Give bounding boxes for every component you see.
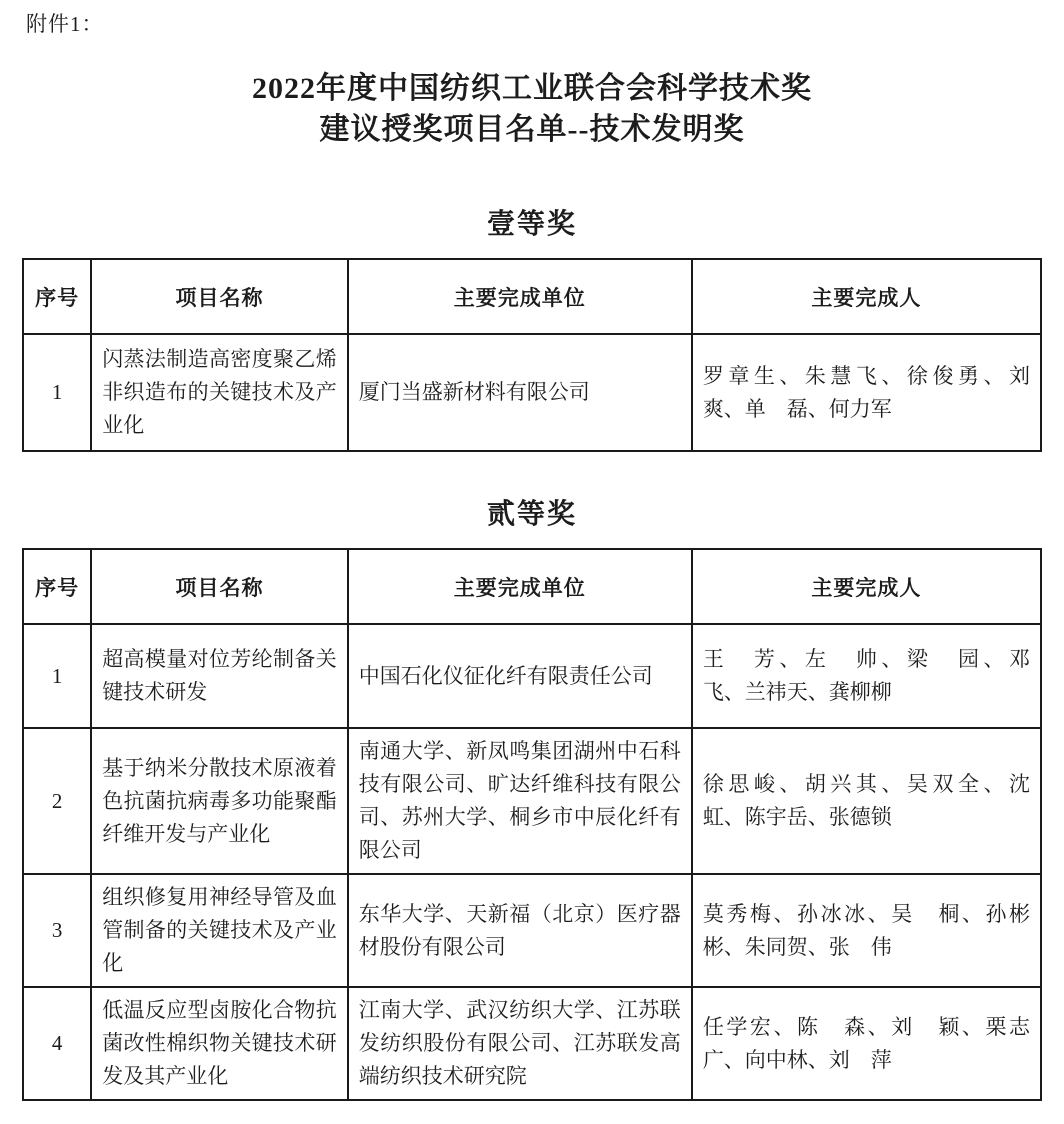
cell-serial: 2 <box>23 728 91 874</box>
table-header-row <box>23 259 1041 334</box>
cell-people: 王 芳、左 帅、梁 园、邓 飞、兰祎天、龚柳柳 <box>692 624 1041 728</box>
cell-people: 任学宏、陈 森、刘 颖、栗志广、向中林、刘 萍 <box>692 987 1041 1100</box>
cell-units: 江南大学、武汉纺织大学、江苏联发纺织股份有限公司、江苏联发高端纺织技术研究院 <box>348 987 692 1100</box>
cell-units: 中国石化仪征化纤有限责任公司 <box>348 624 692 728</box>
page-title-line2: 建议授奖项目名单--技术发明奖 <box>319 113 745 146</box>
cell-project: 闪蒸法制造高密度聚乙烯非织造布的关键技术及产业化 <box>91 334 348 451</box>
cell-units: 厦门当盛新材料有限公司 <box>348 334 692 451</box>
cell-serial: 1 <box>23 624 91 728</box>
cell-people: 莫秀梅、孙冰冰、吴 桐、孙彬彬、朱同贺、张 伟 <box>692 874 1041 987</box>
page-title <box>0 68 1064 150</box>
second-prize-table <box>22 548 1051 1101</box>
header-cell-people: 主要完成人 <box>692 259 1041 334</box>
cell-units: 南通大学、新凤鸣集团湖州中石科技有限公司、旷达纤维科技有限公司、苏州大学、桐乡市中辰化纤有限公司 <box>348 728 692 874</box>
header-cell-units: 主要完成单位 <box>348 549 692 624</box>
cell-serial: 3 <box>23 874 91 987</box>
header-cell-units: 主要完成单位 <box>348 259 692 334</box>
cell-serial: 4 <box>23 987 91 1100</box>
attachment-label: 附件1： <box>26 12 104 36</box>
cell-project: 超高模量对位芳纶制备关键技术研发 <box>91 624 348 728</box>
page-title-line1: 2022年度中国纺织工业联合会科学技术奖 <box>252 72 812 105</box>
first-prize-table <box>22 258 1051 452</box>
cell-units: 东华大学、天新福（北京）医疗器材股份有限公司 <box>348 874 692 987</box>
table-row <box>23 874 1041 987</box>
header-cell-people: 主要完成人 <box>692 549 1041 624</box>
section-heading-first-prize: 壹等奖 <box>486 209 577 240</box>
cell-people: 徐思峻、胡兴其、吴双全、沈 虹、陈宇岳、张德锁 <box>692 728 1041 874</box>
table-row <box>23 624 1041 728</box>
header-cell-project: 项目名称 <box>91 549 348 624</box>
cell-project: 基于纳米分散技术原液着色抗菌抗病毒多功能聚酯纤维开发与产业化 <box>91 728 348 874</box>
cell-project: 组织修复用神经导管及血管制备的关键技术及产业化 <box>91 874 348 987</box>
header-cell-serial: 序号 <box>23 259 91 334</box>
table-row <box>23 728 1041 874</box>
cell-serial: 1 <box>23 334 91 451</box>
cell-people: 罗章生、朱慧飞、徐俊勇、刘 爽、单 磊、何力军 <box>692 334 1041 451</box>
cell-project: 低温反应型卤胺化合物抗菌改性棉织物关键技术研发及其产业化 <box>91 987 348 1100</box>
table-header-row <box>23 549 1041 624</box>
table-row <box>23 334 1041 451</box>
header-cell-project: 项目名称 <box>91 259 348 334</box>
section-heading-second-prize: 贰等奖 <box>486 499 577 530</box>
table-row <box>23 987 1041 1100</box>
header-cell-serial: 序号 <box>23 549 91 624</box>
